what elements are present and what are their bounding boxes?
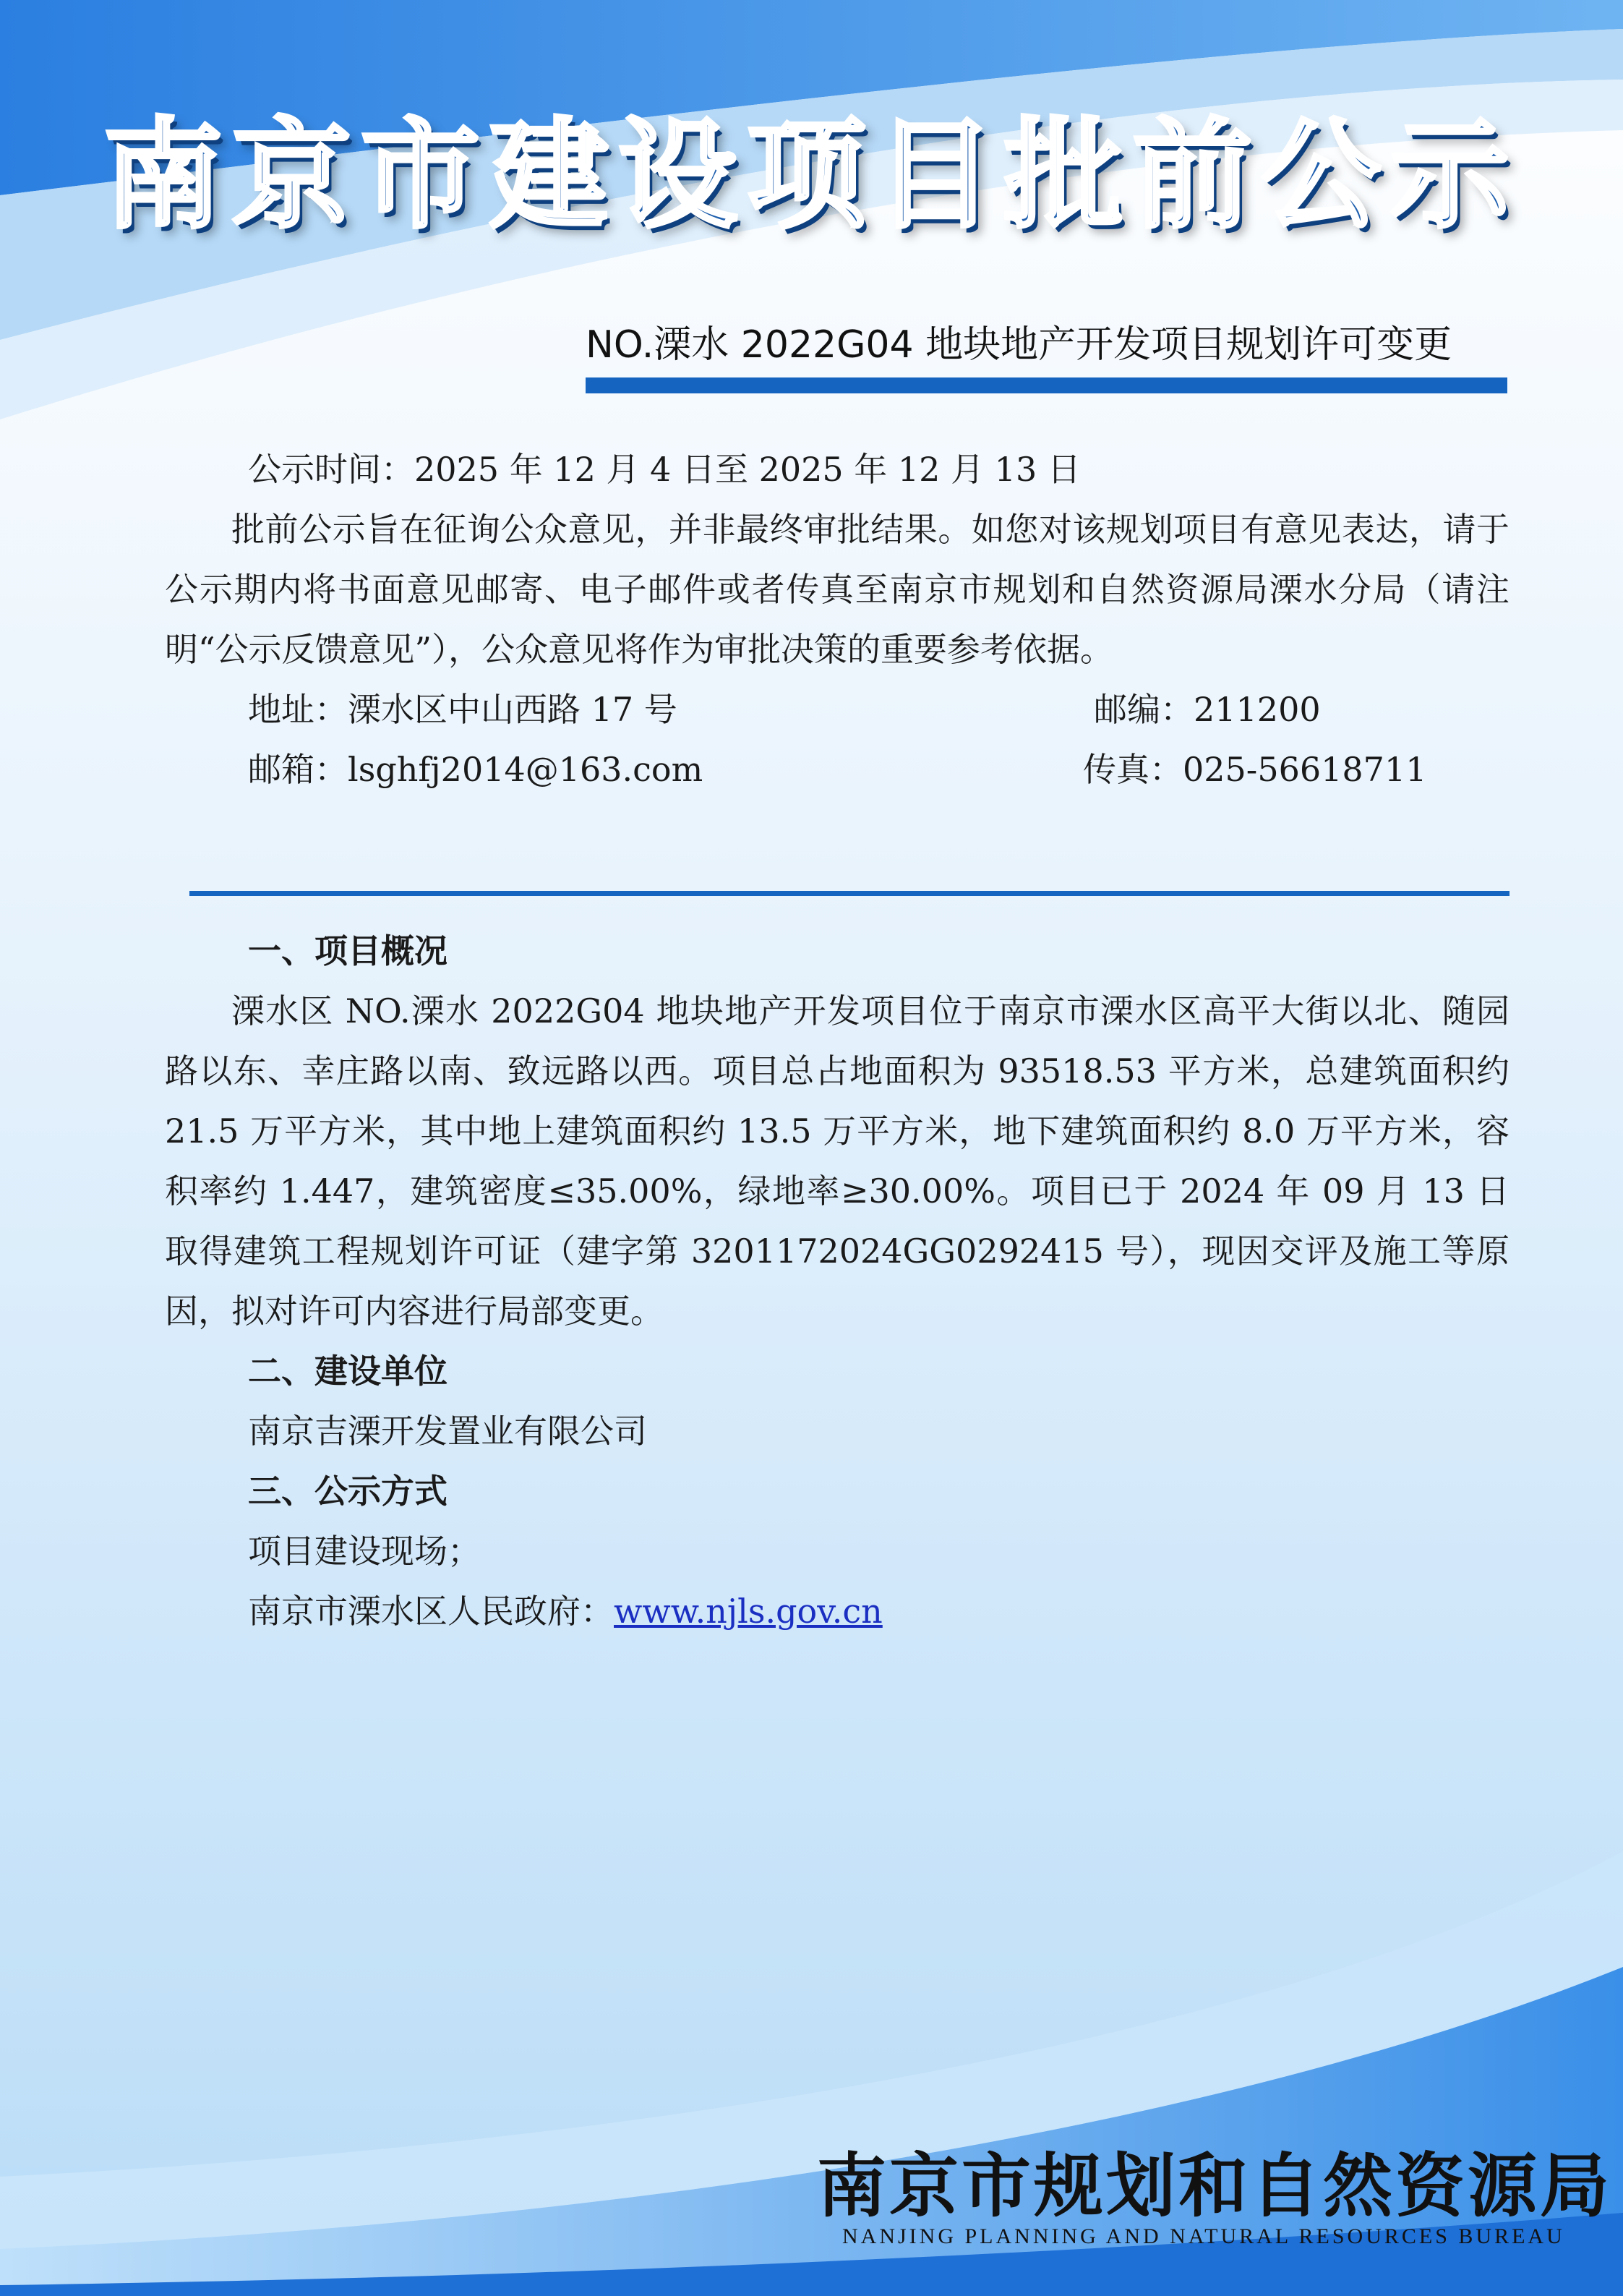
- builder-name: 南京吉溧开发置业有限公司: [248, 1412, 647, 1451]
- contact-row-address: [165, 680, 1509, 740]
- footer-org-name: 南京市规划和自然资源局: [817, 2145, 1612, 2227]
- contact-email: 邮箱：lsghfj2014@163.com: [248, 750, 703, 789]
- method-site: 项目建设现场；: [248, 1532, 481, 1571]
- notice-block: [165, 440, 1509, 800]
- overview-text: 溧水区 NO.溧水 2022G04 地块地产开发项目位于南京市溧水区高平大街以北、随园路以东、幸庄路以南、致远路以西。项目总占地面积为 93518.53 平方米，总建筑面积约 21.5 万平方米，其中地上建筑面积约 13.5 万平方米，地下建筑面积约 8.0 万平方米，容积率约 1.447，建筑密度≤35.00%，绿地率≥30.00%。项目已于 2024 年 09 月 13 日取得建筑工程规划许可证（建字第 3201172024GG0292415 号），现因交评及施工等原因，拟对许可内容进行局部变更。: [165, 991, 1509, 1331]
- contact-row-email: [165, 740, 1509, 800]
- method-heading: 三、公示方式: [248, 1472, 447, 1511]
- notice-period: 公示时间：2025 年 12 月 4 日至 2025 年 12 月 13 日: [248, 450, 1081, 489]
- notice-statement: 批前公示旨在征询公众意见，并非最终审批结果。如您对该规划项目有意见表达，请于公示期内将书面意见邮寄、电子邮件或者传真至南京市规划和自然资源局溧水分局（请注明“公示反馈意见”），公众意见将作为审批决策的重要参考依据。: [165, 510, 1509, 669]
- sections-block: [165, 921, 1509, 1642]
- contact-address: 地址：溧水区中山西路 17 号: [248, 690, 677, 729]
- contact-postcode: 邮编：211200: [1094, 690, 1321, 729]
- section-divider: [189, 891, 1509, 896]
- subtitle-underline: [586, 377, 1507, 393]
- overview-heading: 一、项目概况: [248, 931, 447, 970]
- method-gov-label: 南京市溧水区人民政府：: [248, 1592, 614, 1631]
- contact-fax: 传真：025-56618711: [1083, 750, 1427, 789]
- builder-heading: 二、建设单位: [248, 1352, 447, 1391]
- footer-org-name-en: NANJING PLANNING AND NATURAL RESOURCES BUREAU: [842, 2224, 1565, 2248]
- page-title: 南京市建设项目批前公示: [103, 105, 1520, 244]
- project-subtitle: NO.溧水 2022G04 地块地产开发项目规划许可变更: [586, 323, 1452, 367]
- gov-website-link[interactable]: www.njls.gov.cn: [614, 1592, 883, 1631]
- method-gov: [165, 1582, 1509, 1642]
